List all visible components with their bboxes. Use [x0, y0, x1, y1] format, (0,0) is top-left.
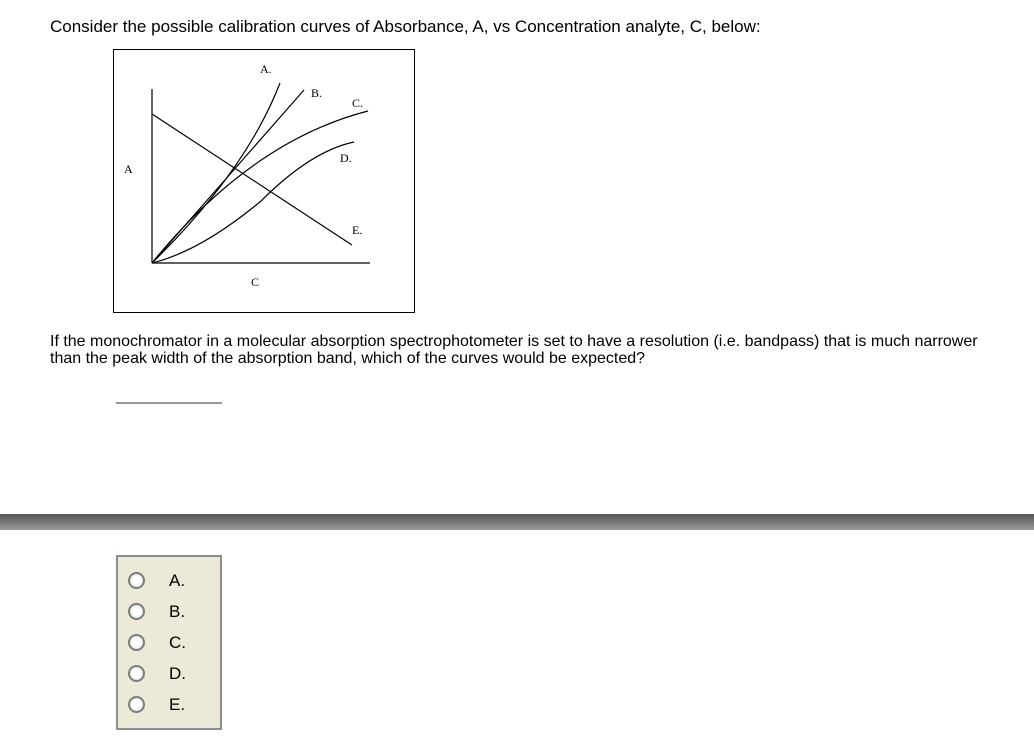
curve-label-d: D.	[340, 151, 352, 165]
curve-c	[152, 111, 368, 263]
answer-options	[116, 555, 222, 730]
radio-button[interactable]	[128, 572, 145, 589]
y-axis-label: A	[124, 162, 133, 176]
radio-button[interactable]	[128, 696, 145, 713]
radio-button[interactable]	[128, 603, 145, 620]
option-a[interactable]	[118, 565, 220, 596]
curve-label-a: A.	[260, 62, 272, 76]
option-label: B.	[169, 601, 186, 621]
option-label: A.	[169, 570, 186, 590]
option-e[interactable]	[118, 689, 220, 720]
curve-d	[152, 142, 354, 263]
option-label: E.	[169, 694, 186, 714]
divider-bar	[0, 514, 1034, 530]
option-label: C.	[169, 632, 186, 652]
option-b[interactable]	[118, 596, 220, 627]
question-text: If the monochromator in a molecular absorption spectrophotometer is set to have a resolution (i.e. bandpass) that is much narrower than the peak width of the absorption band, which of the curves would be expected?	[50, 333, 978, 367]
option-d[interactable]	[118, 658, 220, 689]
curve-label-b: B.	[311, 86, 323, 100]
curve-label-e: E.	[352, 223, 363, 237]
intro-text: Consider the possible calibration curves of Absorbance, A, vs Concentration analyte, C, below:	[50, 17, 761, 36]
curve-a	[152, 83, 280, 263]
option-c[interactable]	[118, 627, 220, 658]
curve-e	[152, 114, 352, 245]
radio-button[interactable]	[128, 634, 145, 651]
answer-blank	[116, 402, 222, 404]
radio-button[interactable]	[128, 665, 145, 682]
calibration-curves-figure	[113, 49, 415, 313]
x-axis-label: C	[251, 275, 260, 289]
option-label: D.	[169, 663, 186, 683]
curve-label-c: C.	[352, 96, 364, 110]
